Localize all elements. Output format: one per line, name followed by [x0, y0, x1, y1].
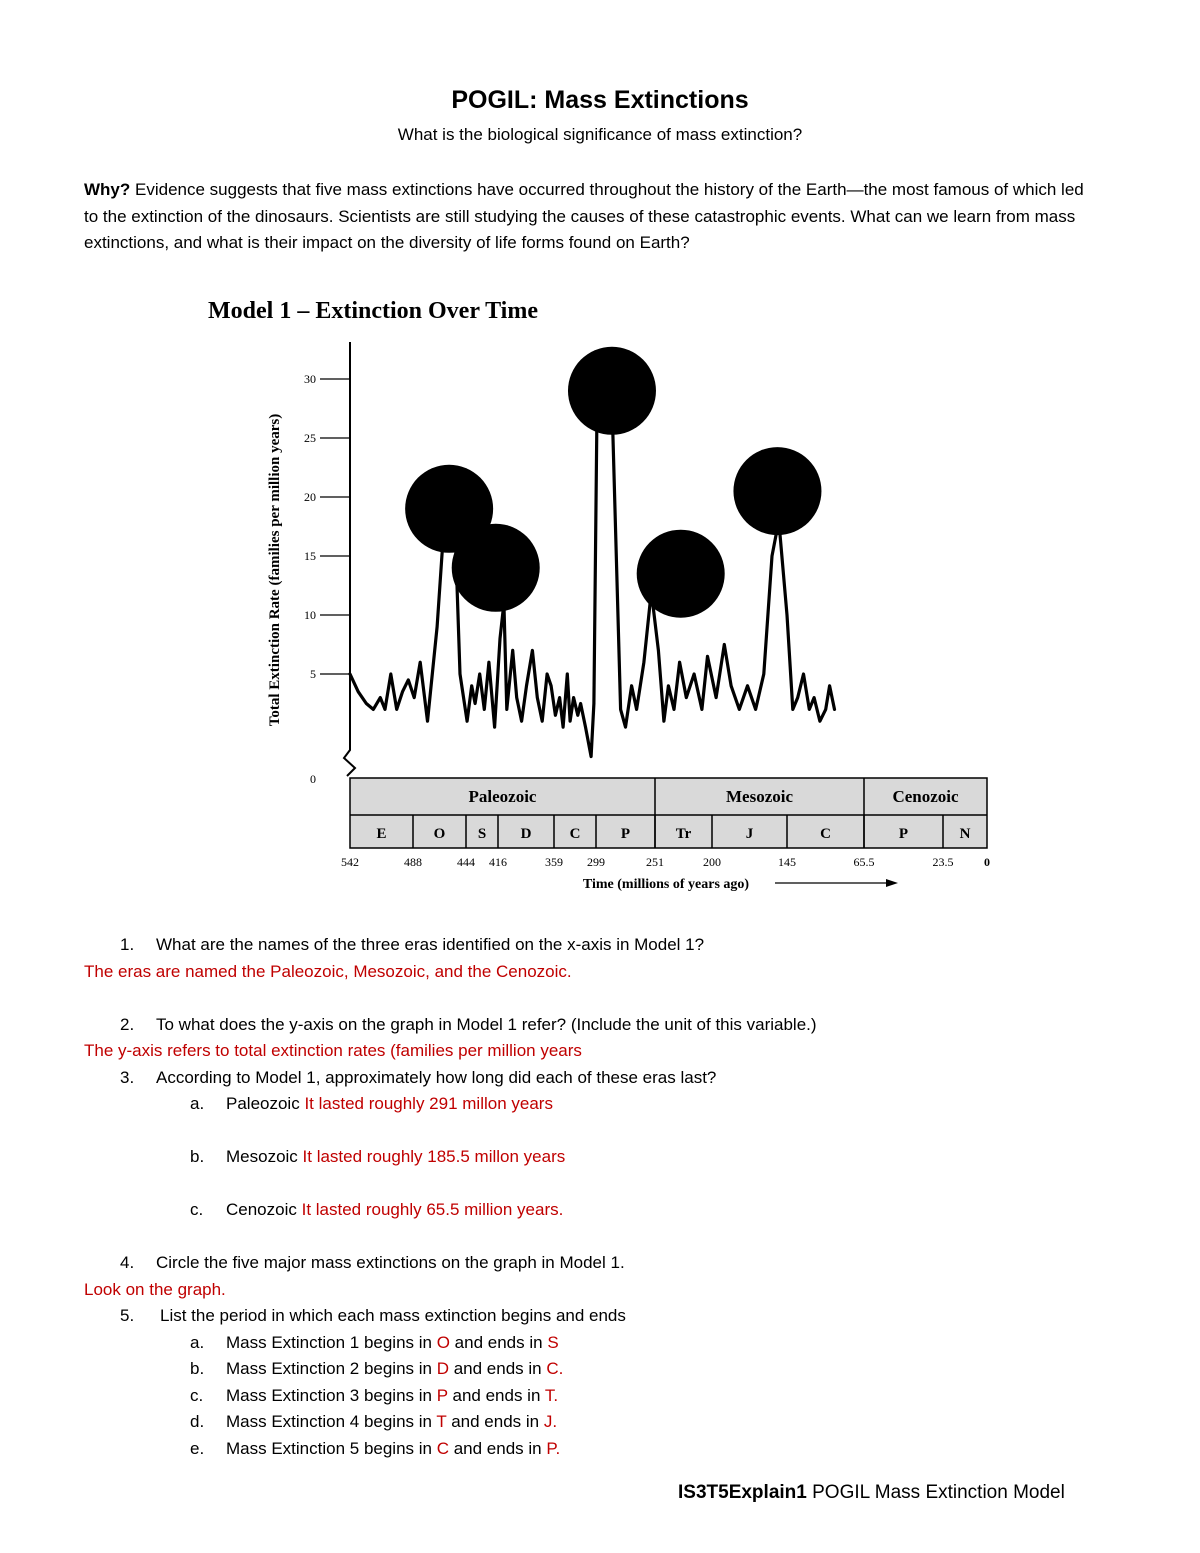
- question-5b: [190, 1359, 563, 1379]
- era-label-cenozoic: Cenozoic: [892, 787, 959, 806]
- period-label: J: [745, 826, 754, 842]
- question-5d: [190, 1412, 557, 1432]
- time-tick-label: 416: [489, 855, 507, 869]
- time-tick-label: 145: [778, 855, 796, 869]
- period-label: D: [520, 826, 532, 842]
- answer-5b-end: C.: [546, 1359, 564, 1378]
- answer-5b-begin: D: [436, 1359, 449, 1378]
- question-5e-mid: and ends in: [449, 1439, 547, 1458]
- question-3b-letter: b.: [190, 1147, 205, 1166]
- time-tick-label: 65.5: [853, 855, 875, 869]
- timescale-table: [350, 778, 987, 848]
- y-tick-label: 5: [310, 667, 316, 681]
- question-3b: [190, 1147, 565, 1167]
- model-title: Model 1 – Extinction Over Time: [208, 298, 538, 324]
- question-1: [120, 935, 704, 955]
- y-axis-label: Total Extinction Rate (families per million years): [267, 413, 283, 727]
- question-3c-label: Cenozoic: [226, 1200, 297, 1219]
- time-tick-label: 299: [587, 855, 605, 869]
- question-5d-letter: d.: [190, 1412, 205, 1431]
- answer-5a-begin: O: [436, 1333, 450, 1352]
- y-tick-label: 25: [304, 431, 316, 445]
- question-3a: [190, 1094, 553, 1114]
- footer-text: POGIL Mass Extinction Model: [806, 1482, 1065, 1503]
- answer-2: The y-axis refers to total extinction rates (families per million years: [84, 1041, 582, 1060]
- question-3c: [190, 1200, 563, 1220]
- question-2: [120, 1015, 817, 1035]
- time-tick-label: 200: [703, 855, 721, 869]
- answer-5e-begin: C: [436, 1439, 449, 1458]
- footer: [678, 1482, 1065, 1504]
- question-5a-pre: Mass Extinction 1 begins in: [226, 1333, 437, 1352]
- period-label: C: [569, 826, 581, 842]
- time-tick-label: 359: [545, 855, 563, 869]
- question-3: [120, 1068, 716, 1088]
- question-5b-pre: Mass Extinction 2 begins in: [226, 1359, 437, 1378]
- answer-5d-begin: T: [436, 1412, 447, 1431]
- y-tick-label: 10: [304, 608, 316, 622]
- y-tick-label: 15: [304, 549, 316, 563]
- era-label-paleozoic: Paleozoic: [468, 787, 537, 806]
- answer-5a-end: S: [547, 1333, 559, 1352]
- question-5a-letter: a.: [190, 1333, 205, 1352]
- period-label: N: [959, 826, 971, 842]
- answer-5e-end: P.: [546, 1439, 561, 1458]
- y-tick-label-0: 0: [310, 772, 316, 786]
- question-3c-letter: c.: [190, 1200, 204, 1219]
- question-3-number: 3.: [120, 1068, 135, 1087]
- answer-5c-begin: P: [436, 1386, 448, 1405]
- question-5c-pre: Mass Extinction 3 begins in: [226, 1386, 437, 1405]
- time-tick-label: 542: [341, 855, 359, 869]
- question-5-number: 5.: [120, 1306, 135, 1325]
- time-tick-label: 444: [457, 855, 475, 869]
- question-4-text: Circle the five major mass extinctions on the graph in Model 1.: [156, 1253, 625, 1272]
- time-tick-label: 23.5: [932, 855, 954, 869]
- question-5a: [190, 1333, 559, 1353]
- period-label: P: [620, 826, 631, 842]
- answer-4: Look on the graph.: [84, 1280, 226, 1299]
- period-label: P: [898, 826, 909, 842]
- mass-extinction-circle-5: [733, 447, 821, 535]
- page-title: POGIL: Mass Extinctions: [451, 86, 749, 114]
- period-label: S: [477, 826, 487, 842]
- question-4-number: 4.: [120, 1253, 135, 1272]
- time-tick-label: 251: [646, 855, 664, 869]
- answer-3b: It lasted roughly 185.5 millon years: [297, 1147, 566, 1166]
- period-label: C: [820, 826, 831, 842]
- question-5: [120, 1306, 626, 1326]
- question-5b-mid: and ends in: [449, 1359, 547, 1378]
- question-3a-letter: a.: [190, 1094, 205, 1113]
- y-axis-line: [344, 342, 355, 776]
- question-1-number: 1.: [120, 935, 135, 954]
- question-3a-label: Paleozoic: [226, 1094, 300, 1113]
- answer-5c-end: T.: [544, 1386, 559, 1405]
- question-5e-letter: e.: [190, 1439, 205, 1458]
- question-5e-pre: Mass Extinction 5 begins in: [226, 1439, 437, 1458]
- mass-extinction-circle-4: [637, 530, 725, 618]
- page-subtitle: What is the biological significance of mass extinction?: [397, 125, 803, 144]
- question-5-text: List the period in which each mass extinction begins and ends: [160, 1306, 626, 1325]
- answer-1: The eras are named the Paleozoic, Mesozoic, and the Cenozoic.: [84, 962, 572, 981]
- question-5e: [190, 1439, 560, 1459]
- question-3b-label: Mesozoic: [226, 1147, 298, 1166]
- extinction-rate-line: [350, 379, 835, 757]
- x-axis-arrow-head: [886, 879, 898, 887]
- era-label-mesozoic: Mesozoic: [725, 787, 794, 806]
- question-2-number: 2.: [120, 1015, 135, 1034]
- footer-code: IS3T5Explain1: [678, 1482, 807, 1503]
- question-2-text: To what does the y-axis on the graph in Model 1 refer? (Include the unit of this variable.): [156, 1015, 817, 1034]
- question-5b-letter: b.: [190, 1359, 205, 1378]
- question-5a-mid: and ends in: [449, 1333, 548, 1352]
- question-5c: [190, 1386, 558, 1406]
- why-label: Why?: [84, 180, 131, 199]
- why-text: Evidence suggests that five mass extinctions have occurred throughout the history of the Earth—the most famous of which led to the extinction of the dinosaurs. Scientists are still studying the causes of these catastrophic events. What can we learn from mass extinctions, and what is their impact on the diversity of life forms found on Earth?: [84, 180, 1084, 252]
- time-tick-label: 0: [984, 855, 990, 869]
- mass-extinction-circle-3: [568, 347, 656, 435]
- answer-3c: It lasted roughly 65.5 million years.: [296, 1200, 564, 1219]
- answer-5d-end: J.: [543, 1412, 558, 1431]
- period-label: O: [433, 826, 446, 842]
- y-tick-label: 30: [304, 372, 316, 386]
- question-5d-pre: Mass Extinction 4 begins in: [226, 1412, 437, 1431]
- y-tick-label: 20: [304, 490, 316, 504]
- question-4: [120, 1253, 625, 1273]
- question-3-text: According to Model 1, approximately how long did each of these eras last?: [156, 1068, 717, 1087]
- period-label: Tr: [675, 826, 692, 842]
- period-label: E: [376, 826, 387, 842]
- question-5d-mid: and ends in: [446, 1412, 544, 1431]
- x-axis-label: Time (millions of years ago): [582, 877, 750, 892]
- time-tick-label: 488: [404, 855, 422, 869]
- question-1-text: What are the names of the three eras identified on the x-axis in Model 1?: [156, 935, 705, 954]
- mass-extinction-circle-2: [452, 524, 540, 612]
- answer-3a: It lasted roughly 291 millon years: [299, 1094, 553, 1113]
- question-5c-mid: and ends in: [447, 1386, 545, 1405]
- question-5c-letter: c.: [190, 1386, 204, 1405]
